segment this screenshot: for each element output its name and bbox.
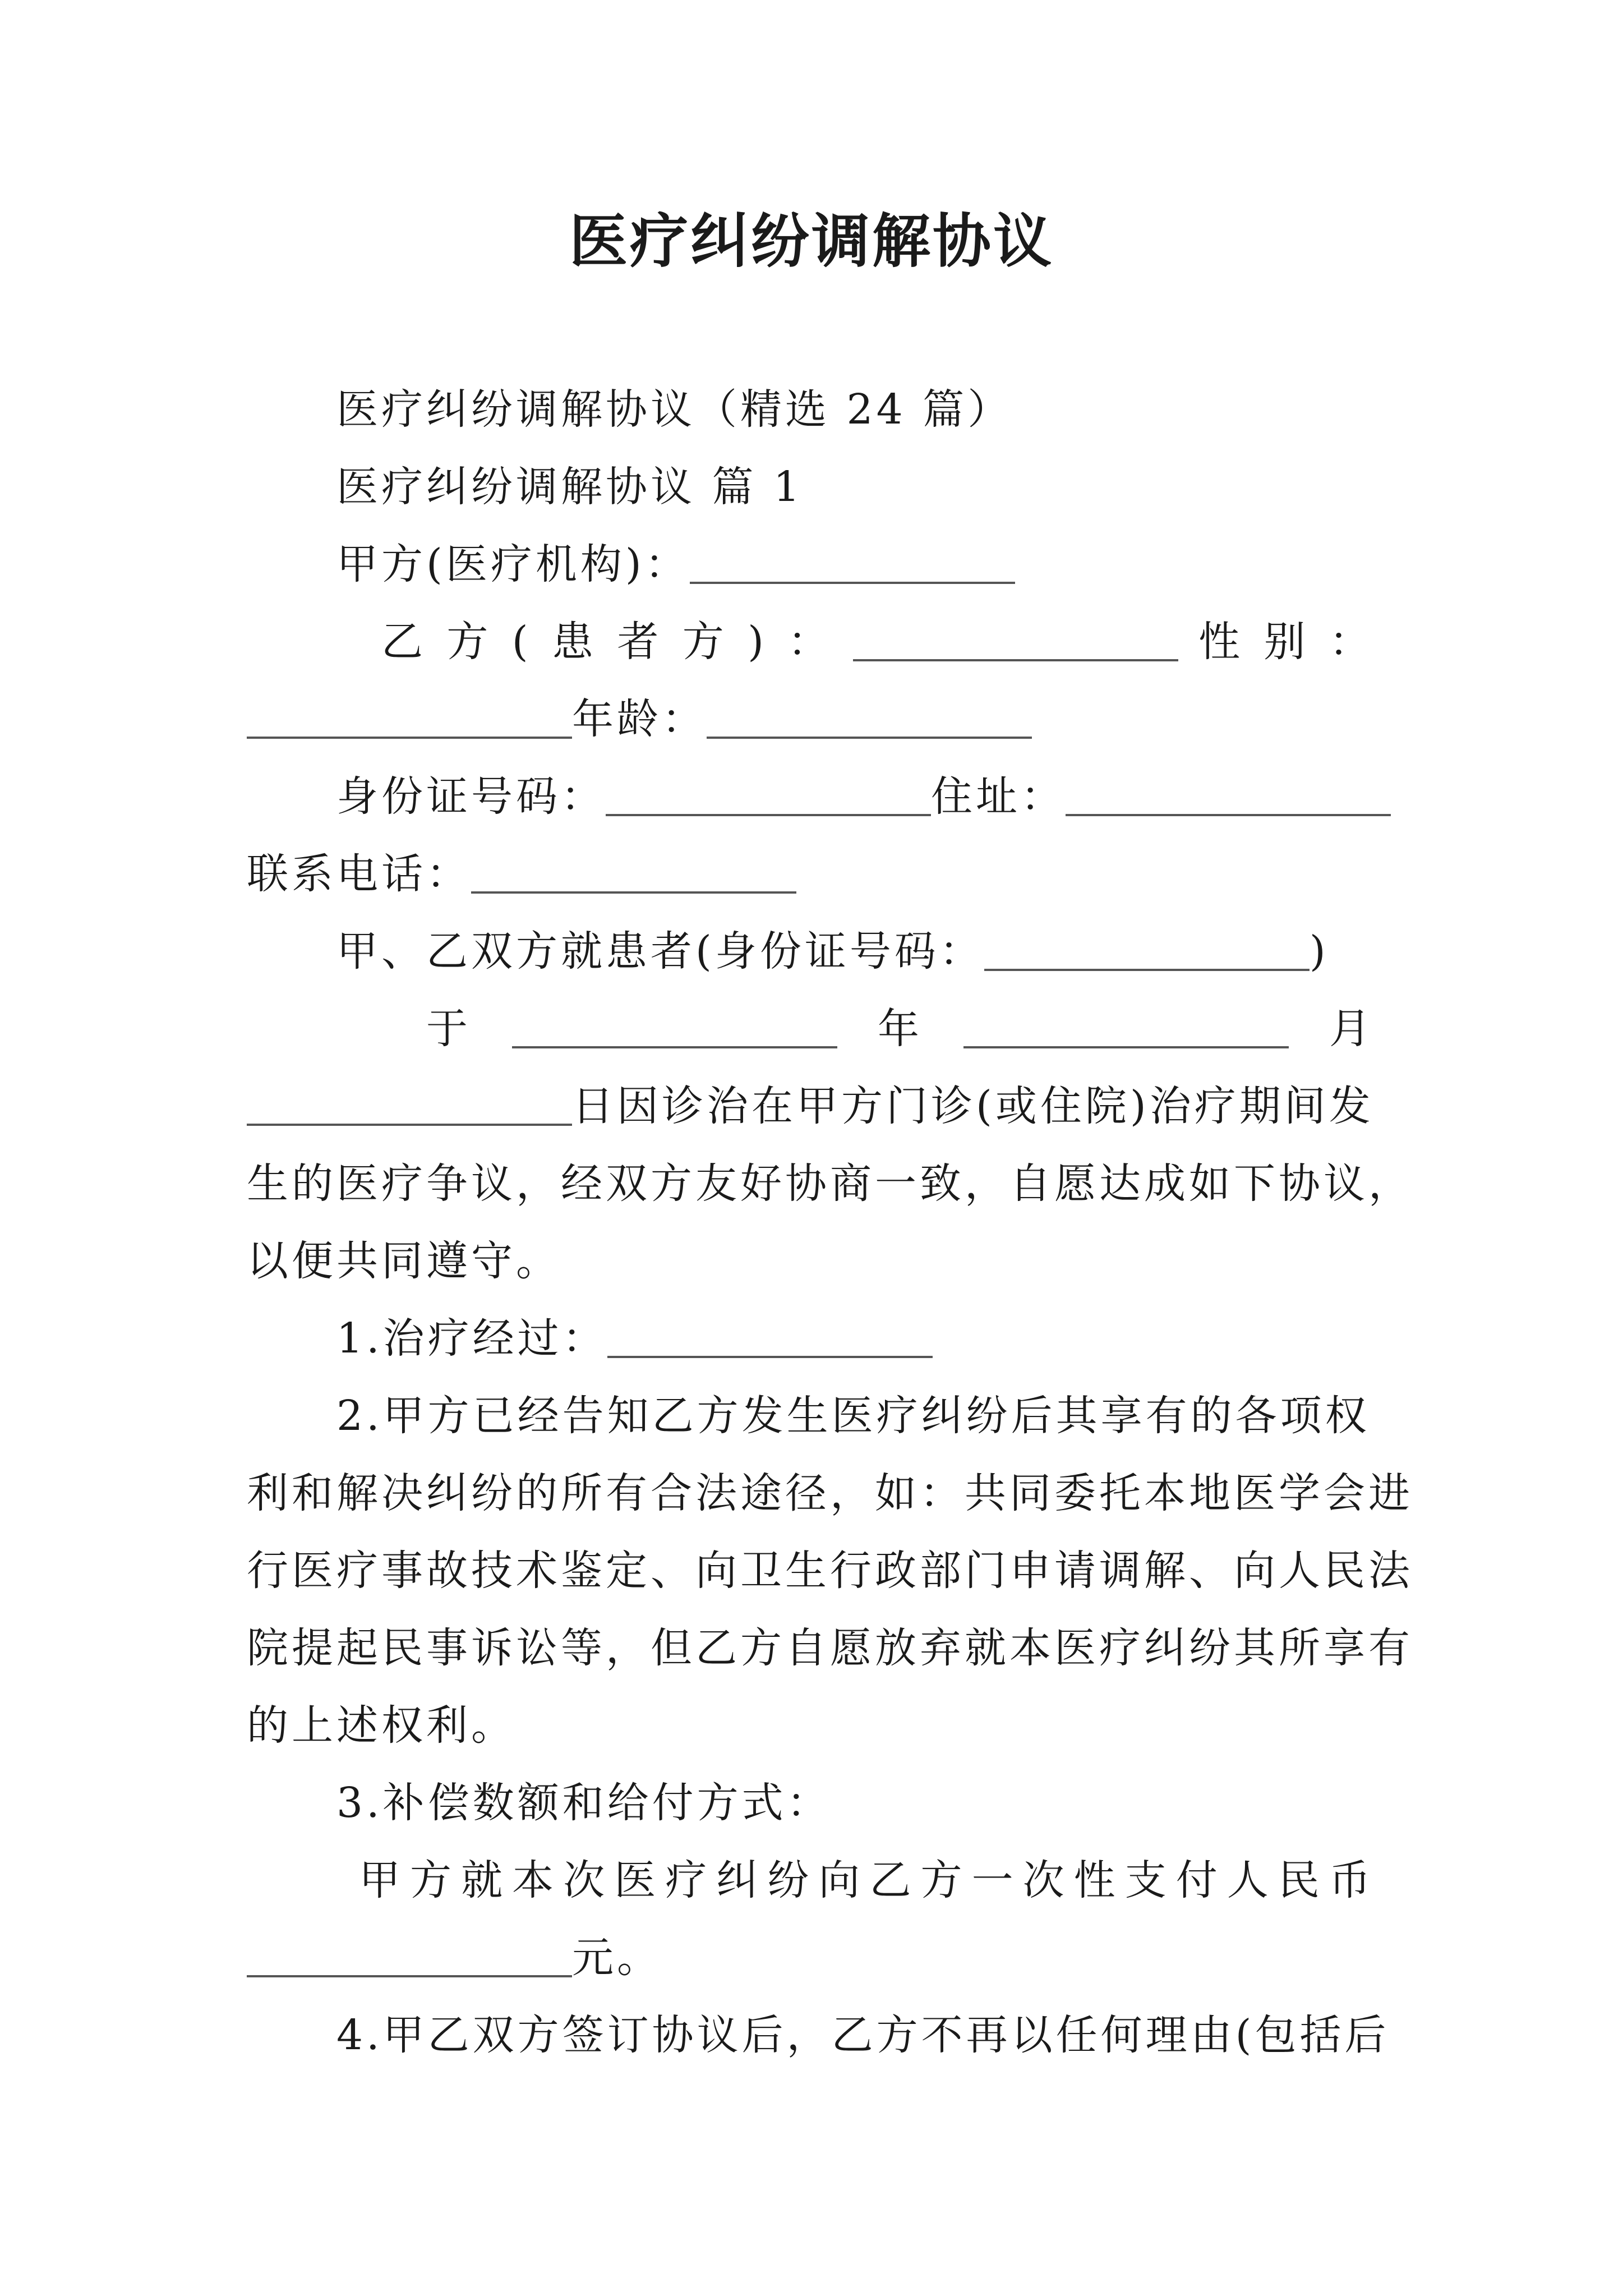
address-label: 住址：	[931, 772, 1066, 821]
payment-char: 就	[461, 1856, 506, 1904]
clause-2-line: 院提起民事诉讼等，但乙方自愿放弃就本医疗纠纷其所享有	[247, 1624, 1413, 1672]
payment-char: 民	[1278, 1856, 1323, 1904]
payment-char: 医	[614, 1856, 660, 1904]
payment-char: 纠	[716, 1856, 762, 1904]
year-blank[interactable]	[512, 1046, 837, 1048]
payment-char: 方	[410, 1856, 455, 1904]
paragraph-text: 日因诊治在甲方门诊(或住院)治疗期间发	[572, 1082, 1374, 1130]
party-b-label-char: 乙	[381, 618, 426, 666]
payment-char: 纷	[767, 1856, 813, 1904]
payment-char: 向	[818, 1856, 864, 1904]
payment-char: 乙	[869, 1856, 915, 1904]
document-title: 医疗纠纷调解协议	[569, 207, 1054, 275]
payment-char: 本	[512, 1856, 557, 1904]
gender-label-char: 性	[1198, 618, 1244, 666]
payment-char: 支	[1124, 1856, 1170, 1904]
year-label: 年	[878, 1005, 923, 1053]
id-number-label: 身份证号码：	[336, 772, 606, 821]
day-blank[interactable]	[247, 1124, 572, 1126]
patient-id-label: 甲、乙双方就患者(身份证号码：	[336, 927, 984, 976]
party-b-label-char: 者	[617, 618, 662, 666]
party-a-line	[336, 536, 1015, 592]
phone-label: 联系电话：	[247, 850, 471, 898]
clause-2-line: 2.甲方已经告知乙方发生医疗纠纷后其享有的各项权	[336, 1392, 1370, 1440]
payment-char: 甲	[359, 1856, 404, 1904]
id-number-blank[interactable]	[606, 814, 931, 816]
payment-char: 次	[1022, 1856, 1068, 1904]
payment-char: 一	[971, 1856, 1017, 1904]
payment-char: 人	[1227, 1856, 1272, 1904]
party-b-label-char: (	[511, 618, 532, 666]
subtitle-line: 医疗纠纷调解协议（精选 24 篇）	[336, 385, 1013, 434]
clause-4-line: 4.甲乙双方签订协议后，乙方不再以任何理由(包括后	[336, 2011, 1390, 2059]
payment-char: 次	[563, 1856, 608, 1904]
party-b-label-char: ：	[787, 618, 833, 666]
month-label: 月	[1329, 1005, 1374, 1053]
amount-blank[interactable]	[247, 1975, 572, 1977]
date-line	[426, 1001, 1374, 1057]
age-blank[interactable]	[707, 737, 1032, 739]
paragraph-line: 以便共同遵守。	[247, 1237, 561, 1285]
party-a-blank[interactable]	[690, 582, 1015, 584]
phone-blank[interactable]	[471, 891, 796, 894]
paragraph-line	[247, 1078, 1374, 1134]
address-blank[interactable]	[1066, 814, 1391, 816]
closing-paren: )	[1309, 927, 1329, 976]
gender-blank[interactable]	[247, 737, 572, 739]
clause-2-line: 利和解决纠纷的所有合法途径，如：共同委托本地医学会进	[247, 1469, 1413, 1517]
party-b-label-char: 患	[552, 618, 597, 666]
date-prefix: 于	[426, 1005, 471, 1053]
id-address-line	[336, 769, 1391, 825]
clause-2-line: 的上述权利。	[247, 1701, 516, 1750]
patient-id-blank[interactable]	[984, 969, 1310, 971]
payment-char: 方	[920, 1856, 966, 1904]
party-a-label: 甲方(医疗机构)：	[336, 540, 690, 588]
payment-char: 性	[1073, 1856, 1119, 1904]
party-b-label-char: )	[748, 618, 767, 666]
party-b-label-char: 方	[446, 618, 492, 666]
age-label: 年龄：	[572, 695, 707, 743]
payment-char: 付	[1175, 1856, 1221, 1904]
clause-1-line	[336, 1310, 933, 1366]
month-blank[interactable]	[963, 1046, 1289, 1048]
payment-char: 疗	[665, 1856, 711, 1904]
clause-2-line: 行医疗事故技术鉴定、向卫生行政部门申请调解、向人民法	[247, 1547, 1413, 1595]
treatment-blank[interactable]	[607, 1356, 933, 1358]
party-b-label-char: 方	[682, 618, 727, 666]
payment-line	[359, 1852, 1374, 1908]
clause-1-label: 1.治疗经过：	[336, 1314, 607, 1363]
patient-id-line	[336, 923, 1329, 979]
party-b-blank[interactable]	[853, 659, 1178, 661]
clause-3-line: 3.补偿数额和给付方式：	[336, 1779, 832, 1827]
amount-line	[247, 1930, 662, 1986]
party-b-line	[381, 614, 1374, 670]
gender-label-char: ：	[1329, 618, 1374, 666]
phone-line	[247, 846, 796, 902]
gender-label-char: 别	[1264, 618, 1309, 666]
payment-char: 币	[1329, 1856, 1374, 1904]
paragraph-line: 生的医疗争议，经双方友好协商一致，自愿达成如下协议，	[247, 1159, 1413, 1208]
age-line	[247, 691, 1032, 747]
amount-unit: 元。	[572, 1934, 662, 1982]
section-heading: 医疗纠纷调解协议 篇 1	[336, 463, 804, 511]
